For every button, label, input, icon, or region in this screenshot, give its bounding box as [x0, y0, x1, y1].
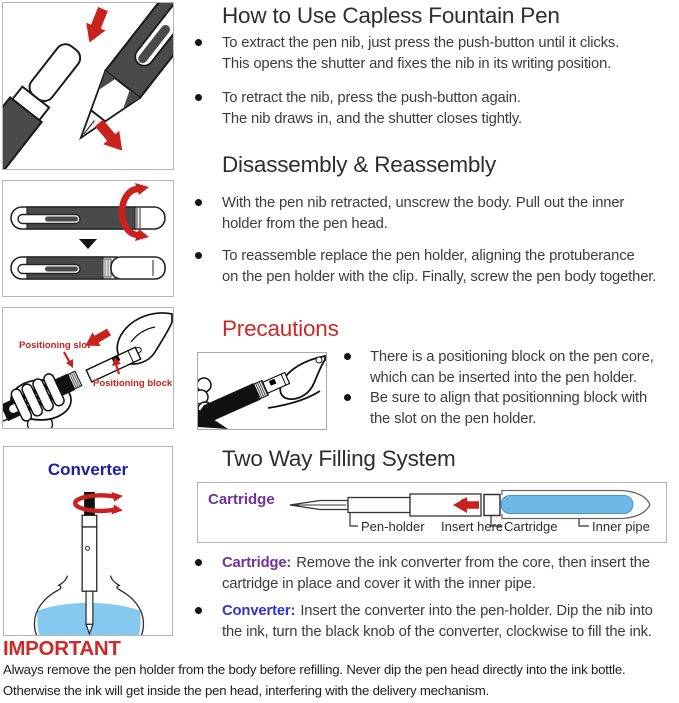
cartridge-lead-label: Cartridge:	[222, 555, 292, 571]
important-title: IMPORTANT	[3, 637, 121, 660]
bullet-dot	[195, 607, 202, 614]
bullet-dot	[344, 394, 351, 401]
section-title-filling-system: Two Way Filling System	[222, 446, 456, 471]
text-span: Remove the ink converter from the core, then insert the	[296, 555, 650, 571]
pen-holder-label: Pen-holder	[361, 519, 425, 534]
important-line: Always remove the pen holder from the body before refilling. Never dip the pen head directly into the ink bottle.	[3, 662, 626, 677]
bullet-dot	[195, 559, 202, 566]
bullet-dot	[195, 39, 202, 46]
text-line: There is a positioning block on the pen core,	[370, 349, 654, 365]
insert-core-illustration	[198, 353, 326, 429]
down-triangle-icon	[79, 239, 97, 249]
press-button-illustration	[3, 3, 173, 169]
red-arrow-icon	[80, 5, 113, 46]
pen-assembled	[11, 207, 165, 229]
text-line: cartridge in place and cover it with the inner pipe.	[222, 575, 536, 592]
bullet-item	[195, 601, 653, 643]
converter-figure-title: Converter	[47, 460, 129, 479]
text-line: Be sure to align that positionning block with	[370, 390, 648, 406]
label-connector	[579, 519, 589, 527]
cartridge-part	[484, 491, 650, 519]
figure-unscrew-body	[2, 180, 174, 297]
figure-press-button	[2, 2, 174, 170]
insert-here-label: Insert here	[441, 519, 504, 534]
bullet-item	[195, 33, 619, 75]
positioning-slot-label: Positioning slot	[19, 340, 91, 351]
positioning-illustration	[3, 308, 173, 428]
text-span: Insert the converter into the pen-holder. Dip the nib into	[300, 603, 653, 619]
important-line: Otherwise the ink will get inside the pen head, interfering with the delivery mechanism.	[3, 683, 489, 698]
section-title-precautions: Precautions	[222, 316, 339, 341]
bullet-dot	[195, 94, 202, 101]
text-line	[222, 553, 650, 574]
converter-lead-label: Converter:	[222, 603, 296, 619]
label-connector	[350, 513, 358, 527]
bullet-item	[195, 193, 624, 235]
section-title-disassembly: Disassembly & Reassembly	[222, 152, 497, 177]
pen-rear-with-button	[3, 36, 90, 169]
text-line: which can be inserted into the pen holder.	[370, 369, 637, 386]
section-title-how-to-use: How to Use Capless Fountain Pen	[222, 3, 560, 28]
rotation-arrow-icon	[75, 492, 123, 514]
bullet-item	[344, 388, 647, 429]
cartridge-label: Cartridge	[504, 519, 558, 534]
cartridge-diagram-box	[197, 482, 667, 543]
bullet-dot	[195, 252, 202, 259]
cartridge-diagram	[198, 483, 666, 542]
text-line: on the pen holder with the clip. Finally, screw the pen body together.	[222, 268, 657, 285]
text-line: To extract the pen nib, just press the push-button until it clicks.	[222, 35, 620, 51]
bullet-item	[344, 347, 654, 388]
bullet-item	[195, 246, 656, 288]
unscrew-illustration	[3, 181, 173, 296]
text-line: This opens the shutter and fixes the nib in its writing position.	[222, 55, 612, 72]
figure-converter-bottle	[3, 446, 173, 636]
converter-bottle-illustration	[4, 490, 172, 635]
text-line: To reassemble replace the pen holder, aligning the protuberance	[222, 248, 635, 264]
positioning-block-label: Positioning block	[93, 378, 173, 389]
text-line: With the pen nib retracted, unscrew the body. Pull out the inner	[222, 195, 625, 211]
figure-positioning	[2, 307, 174, 429]
pen-separated	[11, 257, 165, 279]
text-line: the ink, turn the black knob of the converter, clockwise to fill the ink.	[222, 623, 652, 640]
bullet-dot	[344, 353, 351, 360]
text-line: The nib draws in, and the shutter closes tightly.	[222, 110, 522, 127]
pen-front-with-nib	[63, 3, 173, 151]
pen-holder-part	[290, 494, 481, 516]
text-line: the slot on the pen holder.	[370, 410, 537, 427]
text-line	[222, 601, 653, 622]
text-line: To retract the nib, press the push-button again.	[222, 90, 521, 106]
bullet-dot	[195, 199, 202, 206]
figure-insert-core	[197, 352, 327, 430]
pen-body-and-core	[198, 370, 291, 428]
text-line: holder from the pen head.	[222, 215, 388, 232]
diagram-heading: Cartridge	[208, 491, 275, 508]
slot-pointer-arrow	[64, 352, 73, 368]
bullet-item	[195, 88, 522, 130]
bullet-item	[195, 553, 650, 595]
inner-pipe-label: Inner pipe	[592, 519, 650, 534]
